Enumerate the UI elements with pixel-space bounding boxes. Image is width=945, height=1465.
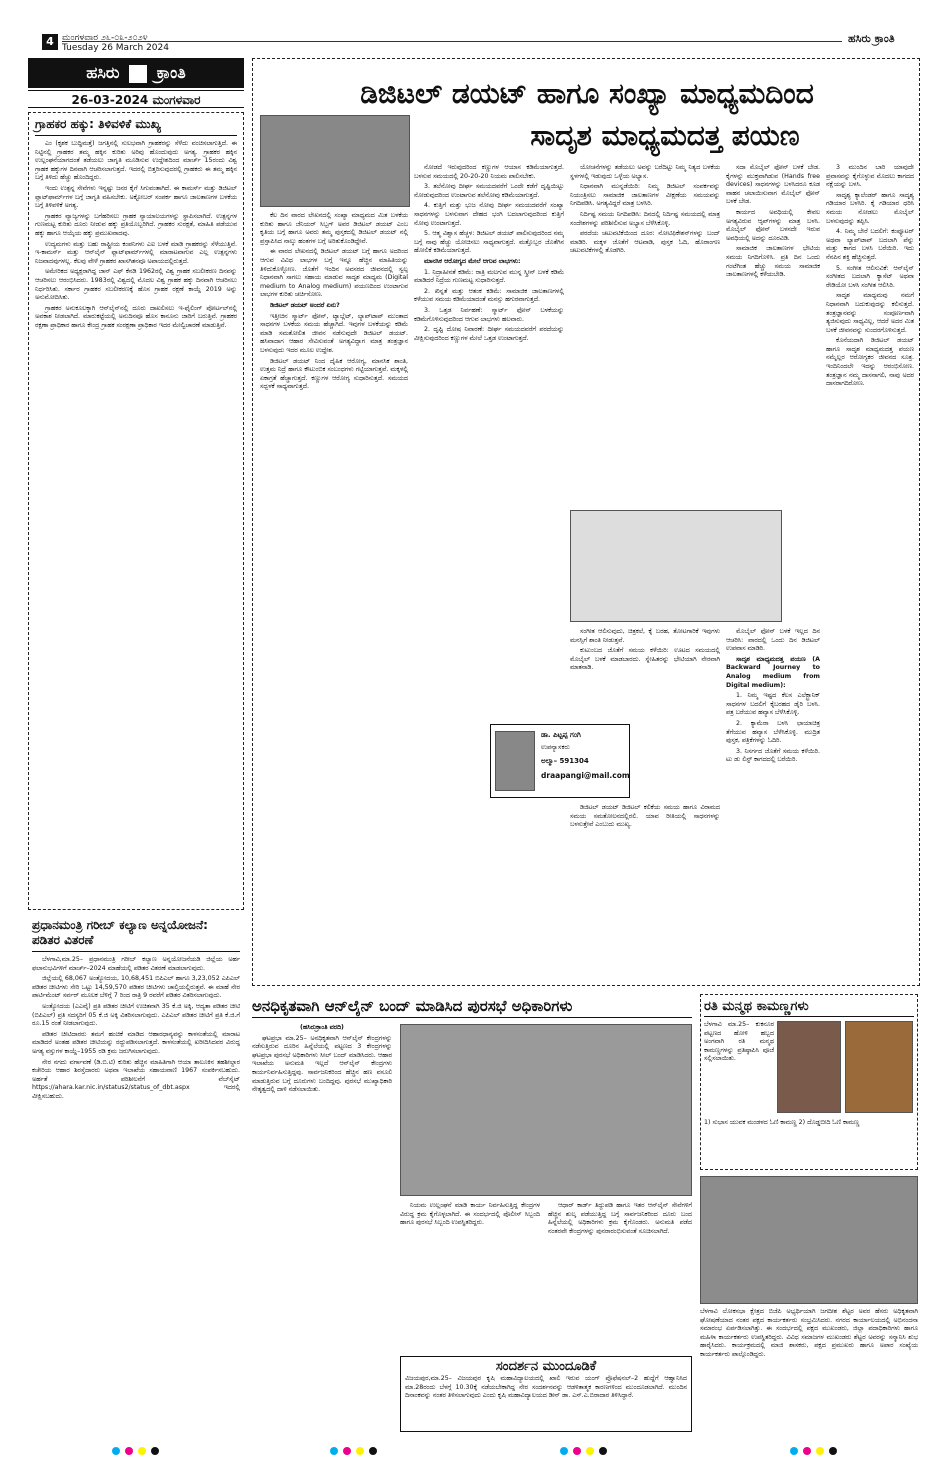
masthead-date: 26-03-2024 ಮಂಗಳವಾರ xyxy=(28,90,244,108)
editorial-box xyxy=(28,112,244,910)
masthead-name-right: ಕ್ರಾಂತಿ xyxy=(156,63,186,82)
scheme-article xyxy=(28,916,244,1436)
author-title: ಉಪನ್ಯಾಸಕರು xyxy=(541,743,570,751)
black-dot-icon xyxy=(599,1447,607,1455)
main-paragraph: 1. ನಿದ್ರಾಹೀನತೆ ಕಡಿಮೆ: ರಾತ್ರಿ ಮಲಗುವ ಮುನ್ನ ಸ್ಕ್ರೀನ್ ಬಳಕೆ ಕಡಿಮೆ ಮಾಡಿದರೆ ನಿದ್ರೆಯ ಗುಣಮಟ್ಟ ಸುಧಾರಿಸುತ್ತದೆ. xyxy=(414,268,564,285)
magenta-dot-icon xyxy=(125,1447,133,1455)
scheme-body xyxy=(32,956,240,1436)
main-paragraph: ಕೊನೆಯದಾಗಿ ಡಿಜಿಟಲ್ ಡಯಟ್ ಹಾಗೂ ಸಾದೃಶ ಮಾಧ್ಯಮದತ್ತ ಪಯಣ ನಮ್ಮೆಲ್ಲರ ಆರೋಗ್ಯಕರ ಜೀವನದ ಸೂತ್ರ. ಇಂದಿನಿಂದಲೇ ಇದನ್ನು ಆರಂಭಿಸೋಣ. ತಂತ್ರಜ್ಞಾನ ನಮ್ಮ ದಾಸನಾಗಲಿ, ನಾವು ಅದರ ದಾಸರಾಗದಿರೋಣ. xyxy=(826,337,914,388)
page-number: 4 xyxy=(42,34,58,50)
author-box xyxy=(490,724,630,798)
main-title-line1: ಡಿಜಿಟಲ್ ಡಯಟ್ ಹಾಗೂ ಸಂಖ್ಯಾ ಮಾಧ್ಯಮದಿಂದ xyxy=(360,77,814,110)
main-col-4 xyxy=(726,164,820,504)
scheme-paragraph: ನೇರ ನಗದು ವರ್ಗಾವಣೆ (ಡಿ.ಬಿ.ಟಿ) ಕುರಿತು ಹೆಚ್ಚಿನ ಮಾಹಿತಿಗಾಗಿ ಆಯಾ ತಾಲೂಕಿನ ತಹಶೀಲ್ದಾರ ಕಚೇರಿಯ ಆಹಾರ ಶಿರಸ್ತೆದಾರರು ಅಥವಾ ಇಲಾಖೆಯ ಸಹಾಯವಾಣಿ 1967 ಸಂಪರ್ಕಿಸಬಹುದು. ಅರ್ಹತೆ ಪರಿಶೀಲನೆಗೆ ವೆಬ್‌ಸೈಟ್ https://ahara.kar.nic.in/status2/status_of_dbt.aspx ಇದರಲ್ಲಿ ವೀಕ್ಷಿಸಬಹುದು. xyxy=(32,1058,240,1100)
cyan-dot-icon xyxy=(790,1447,798,1455)
main-paragraph: 5. ಸಂಗೀತ ಆಲಿಸುವಿಕೆ: ಆನ್‌ಲೈನ್ ಸಂಗೀತದ ಬದಲಾಗಿ ಕ್ಯಾಸೆಟ್ ಅಥವಾ ರೇಡಿಯೋ ಬಳಸಿ ಸಂಗೀತ ಆಲಿಸಿರಿ. xyxy=(826,264,914,289)
yellow-dot-icon xyxy=(356,1447,364,1455)
main-col-5 xyxy=(826,164,914,972)
rathi-title: ರತಿ ಮನ್ಮಥ ಕಾಮಣ್ಣಗಳು xyxy=(704,998,914,1017)
woman-laptop-photo xyxy=(260,115,410,207)
kamanna-photo-1 xyxy=(777,1021,841,1113)
cyan-dot-icon xyxy=(112,1447,120,1455)
main-subheading: ಮಾನಸಿಕ ಆರೋಗ್ಯದ ಮೇಲೆ ಆಗುವ ಲಾಭಗಳು: xyxy=(424,257,521,265)
postpone-box xyxy=(400,1356,692,1432)
author-email: draapangi@mail.com xyxy=(541,771,630,780)
header-rule xyxy=(62,41,842,42)
closure-paragraph: ಆಧಾರ್ ಕಾರ್ಡ್ ತಿದ್ದುಪಡಿ ಹಾಗೂ ಇತರ ಆನ್‌ಲೈನ್ ಸೇವೆಗಳಿಗೆ ಹೆಚ್ಚಿನ ಶುಲ್ಕ ಪಡೆಯುತ್ತಿದ್ದ ಬಗ್ಗೆ ಸಾರ್ವಜನಿಕರಿಂದ ದೂರು ಬಂದ ಹಿನ್ನೆಲೆಯಲ್ಲಿ ಅಧಿಕಾರಿಗಳು ಕ್ರಮ ಕೈಗೊಂಡರು. ಅನುಮತಿ ಪಡೆದ ನಂತರವೇ ಕೇಂದ್ರಗಳನ್ನು ಪುನರಾರಂಭಿಸುವಂತೆ ಸೂಚಿಸಲಾಗಿದೆ. xyxy=(548,1202,692,1235)
main-paragraph: ನೋಡದೆ ಇರುವುದರಿಂದ ಕಣ್ಣುಗಳ ಆಯಾಸ ಕಡಿಮೆಯಾಗುತ್ತದೆ. ಬಳಸುವ ಸಮಯದಲ್ಲಿ 20-20-20 ನಿಯಮ ಪಾಲಿಸಬೇಕು. xyxy=(414,164,564,180)
main-paragraph: 2. ದೃಷ್ಟಿ ದೋಷ ನಿವಾರಣೆ: ದೀರ್ಘ ಸಮಯದವರೆಗೆ ಪರದೆಯನ್ನು ವೀಕ್ಷಿಸುವುದರಿಂದ ಕಣ್ಣುಗಳ ಮೇಲೆ ಒತ್ತಡ ಉಂಟಾಗುತ್ತದೆ. xyxy=(414,326,564,342)
main-paragraph: 2. ಖಿನ್ನತೆ ಮತ್ತು ಆತಂಕ ಕಡಿಮೆ: ಸಾಮಾಜಿಕ ಜಾಲತಾಣಗಳಲ್ಲಿ ಕಳೆಯುವ ಸಮಯ ಕಡಿಮೆಯಾದಂತೆ ಮನಸ್ಸು ಹಗುರವಾಗುತ್ತದೆ. xyxy=(414,287,564,304)
main-paragraph: ಕಾರ್ಯದ ಅವಧಿಯಲ್ಲಿ ಕೇವಲ ಅಗತ್ಯವಿರುವ ಆ್ಯಪ್‌ಗಳನ್ನು ಮಾತ್ರ ಬಳಸಿ. ಮೊಬೈಲ್ ಫೋನ್ ಬಳಸದೇ ಇರುವ ಅವಧಿಯಲ್ಲಿ ಅದನ್ನು ದೂರವಿಡಿ. xyxy=(726,208,820,242)
yellow-dot-icon xyxy=(138,1447,146,1455)
main-paragraph: ಯೋಚನೆಗಳನ್ನು ತಡೆಯಲು ಅವನ್ನು ಬರೆದಿಟ್ಟು ನಿಮ್ಮ ನಿತ್ಯದ ಬಳಕೆಯ ಸ್ಥಳಗಳಲ್ಲಿ ಇಡುವುದು ಒಳ್ಳೆಯ ಅಭ್ಯಾಸ. xyxy=(570,164,720,180)
editorial-paragraph: ಎಂ (ಕೃಶಕ ಬುದ್ಧಿಮತ್ತೆ) ಜಗತ್ತಿನಲ್ಲಿ ಸುಲಭವಾಗಿ ಗ್ರಾಹಕರನ್ನು ಸೆಳೆದು ವಂಚಿಸಲಾಗುತ್ತಿದೆ. ಈ ನಿಟ್ಟಿನಲ್ಲಿ ಗ್ರಾಹಕರ ತಮ್ಮ ಹಕ್ಕಿನ ಕುರಿತು ಅರಿವು ಹೊಂದುವುದು ಅಗತ್ಯ. ಗ್ರಾಹಕರ ಹಕ್ಕಿನ ಉಲ್ಲಂಘನೆಯಾಗದಂತೆ ತಡೆಯಲು ಜಾಗೃತಿ ಮೂಡಿಸುವ ಉದ್ದೇಶದಿಂದ ಮಾರ್ಚ್ 15ರಂದು ವಿಶ್ವ ಗ್ರಾಹಕ ಹಕ್ಕುಗಳ ದಿನವಾಗಿ ಆಚರಿಸಲಾಗುತ್ತದೆ. ಇದರಲ್ಲಿ ಬಿತ್ತರಿಸುವುದರಲ್ಲಿ ಗ್ರಾಹಕರು ಈ ತಮ್ಮ ಹಕ್ಕಿನ ಬಗ್ಗೆ ತಿಳಿದು ಹೆಚ್ಚು ಹೊಂದಿದ್ದರು. xyxy=(35,140,237,182)
main-paragraph: 3. ತಲೆನೋವು ದೀರ್ಘ ಸಮಯದವರೆಗೆ ಒಂದೇ ಕಡೆಗೆ ದೃಷ್ಟಿಯಿಟ್ಟು ನೋಡುವುದರಿಂದ ಉಂಟಾಗುವ ತಲೆನೋವು ಕಡಿಮೆಯಾಗುತ್ತದೆ. xyxy=(414,183,564,199)
main-paragraph: ಸಾಮಾಜಿಕ ಜಾಲತಾಣಗಳ ಭೇಟಿಯ ಸಮಯ ನಿಗದಿಗೊಳಿಸಿ. ಪ್ರತಿ ದಿನ ಒಂದು ಗಂಟೆಗಿಂತ ಹೆಚ್ಚು ಸಮಯ ಸಾಮಾಜಿಕ ಜಾಲತಾಣಗಳಲ್ಲಿ ಕಳೆಯಬೇಡಿ. xyxy=(726,245,820,279)
page-header xyxy=(0,0,945,52)
felicitation-photo xyxy=(700,1176,918,1304)
rathi-caption: 1) ಸುಭಾಸ ಯುವಕ ಮಂಡಳದ ಓಣಿ ಕಾಮಣ್ಣ 2) ದೊಡ್ಡಬೀದಿ ಓಣಿ ಕಾಮಣ್ಣ xyxy=(704,1119,860,1126)
main-paragraph: ಪರದೆಯ ಚಟುವಟಿಕೆಯಿಂದ ದೂರ: ನೋಟಿಫಿಕೇಶನ್‌ಗಳನ್ನು ಬಂದ್ ಮಾಡಿರಿ. ಮಕ್ಕಳ ಜೊತೆಗೆ ಆಟವಾಡಿ, ಪುಸ್ತಕ ಓದಿ, ಹೊರಾಂಗಣ ಚಟುವಟಿಕೆಗಳಲ್ಲಿ ತೊಡಗಿರಿ. xyxy=(570,230,720,255)
kamanna-photo-2 xyxy=(845,1021,913,1113)
header-paper-name: ಹಸಿರು ಕ್ರಾಂತಿ xyxy=(848,32,895,45)
author-photo xyxy=(495,731,535,791)
cyan-dot-icon xyxy=(560,1447,568,1455)
main-paragraph: ಸಂಗೀತ ಆಲಿಸುವುದು, ಚಿತ್ರಕಲೆ, ಕೈ ಬರಹ, ತೋಟಗಾರಿಕೆ ಇವುಗಳು ಮನಸ್ಸಿಗೆ ಶಾಂತಿ ನೀಡುತ್ತವೆ. xyxy=(570,628,720,644)
main-paragraph: ನಿಧಾನವಾಗಿ ಮುನ್ನಡೆಯಿರಿ: ನಿಮ್ಮ ಡಿಜಿಟಲ್ ಸಂಪರ್ಕವನ್ನು ನಿಯಂತ್ರಿಸಲು ಸಾಮಾಜಿಕ ಜಾಲತಾಣಗಳ ವೀಕ್ಷಣೆಯ ಸಮಯವನ್ನು ನಿಗದಿಪಡಿಸಿ. ಅಗತ್ಯವಿದ್ದರೆ ಮಾತ್ರ ಬಳಸಿರಿ. xyxy=(570,183,720,208)
main-col-3b xyxy=(570,628,720,718)
editorial-paragraph: ಉದ್ಯಮಗಳು ಮತ್ತು ಬಹು ರಾಷ್ಟ್ರೀಯ ಕಂಪನಿಗಳು ಎಐ ಬಳಕೆ ಮಾಡಿ ಗ್ರಾಹಕರನ್ನು ಸೆಳೆಯುತ್ತಿವೆ. ಇ-ಕಾಮರ್ಸ್ ಮತ್ತು ಆನ್‌ಲೈನ್ ಫ್ಲಾಟ್‌ಫಾರ್ಮ್‌ಗಳಲ್ಲಿ ಮಾರಾಟವಾಗುವ ಎಲ್ಲ ಉತ್ಪನ್ನಗಳು ನಿಜವಾದವುಗಳಲ್ಲ. ಕೆಲವು ವೇಳೆ ಗ್ರಾಹಕರ ಖಾಸಗಿತನವೂ ಅಪಾಯದಲ್ಲಿರುತ್ತದೆ. xyxy=(35,240,237,265)
main-col-4b xyxy=(726,628,820,972)
black-dot-icon xyxy=(829,1447,837,1455)
register-marks-center-left xyxy=(330,1440,390,1450)
main-col-3 xyxy=(570,164,720,504)
closure-col-2 xyxy=(400,1202,540,1352)
main-paragraph: 4. ನಿಮ್ಮ ಬೇರೆ ಬದಲಿಗೆ: ಕಂಪ್ಯೂಟರ್ ಅಥವಾ ಲ್ಯಾಪ್‌ಟಾಪ್ ಬದಲಾಗಿ ಪೆನ್ನು ಮತ್ತು ಕಾಗದ ಬಳಸಿ ಬರೆಯಿರಿ. ಇದು ನೆನಪಿನ ಶಕ್ತಿ ಹೆಚ್ಚಿಸುತ್ತದೆ. xyxy=(826,228,914,261)
main-col-1 xyxy=(260,212,408,972)
scheme-paragraph: ಪಡಿತರ ಚೀಟಿದಾರರು ತಮಗೆ ಹಂಚಿಕೆ ಮಾಡಿದ ಆಹಾರಧಾನ್ಯವನ್ನು ಕಾಳಸಂತೆಯಲ್ಲಿ ಮಾರಾಟ ಮಾಡಿದರೆ ಅಂತಹ ಪಡಿತರ ಚೀಟಿಯನ್ನು ರದ್ದುಪಡಿಸಲಾಗುತ್ತದೆ. ಕಾಳಸಂತೆಯಲ್ಲಿ ಖರೀದಿಸಿದವರ ವಿರುದ್ಧ ಅಗತ್ಯ ವಸ್ತುಗಳ ಕಾಯ್ದೆ–1955 ರಡಿ ಕ್ರಮ ಜರುಗಿಸಲಾಗುವುದು. xyxy=(32,1030,240,1055)
main-paragraph: 4. ಕುತ್ತಿಗೆ ಮತ್ತು ಭುಜ ನೋವು ದೀರ್ಘ ಸಮಯದವರೆಗೆ ಸಂಖ್ಯಾ ಸಾಧನಗಳನ್ನು ಬಳಸುವಾಗ ದೇಹದ ಭಂಗಿ ಬದಲಾಗುವುದರಿಂದ ಕುತ್ತಿಗೆ ನೋವು ಉಂಟಾಗುತ್ತದೆ. xyxy=(414,202,564,227)
author-phone: ಅಲ್ಮಾ– 591304 xyxy=(541,757,589,765)
rathi-box xyxy=(700,994,918,1170)
editorial-body xyxy=(35,140,237,910)
main-paragraph: 2. ಕ್ಯಾಮೆರಾ ಬಳಸಿ ಛಾಯಾಚಿತ್ರ ತೆಗೆಯುವ ಹವ್ಯಾಸ ಬೆಳೆಸಿಕೊಳ್ಳಿ. ಮುದ್ರಿತ ಪುಸ್ತಕ, ಪತ್ರಿಕೆಗಳನ್ನು ಓದಿರಿ. xyxy=(726,719,820,745)
editorial-title: ಗ್ರಾಹಕರ ಹಕ್ಕು: ತಿಳಿವಳಿಕೆ ಮುಖ್ಯ xyxy=(35,117,237,136)
masthead-logo-icon xyxy=(129,65,147,83)
rathi-body: ಬೆಳಗಾವಿ ಮಾ.25– ಕುಕನೂರ ಪಟ್ಟಣದ ಹೋಳಿ ಹಬ್ಬದ ಅಂಗವಾಗಿ ರತಿ ಮನ್ಮಥ ಕಾಮಣ್ಣಗಳನ್ನು ಪ್ರತಿಷ್ಠಾಪಿಸಿ ಪೂಜೆ ಸಲ್ಲಿಸಲಾಯಿತು. xyxy=(704,1021,774,1063)
main-paragraph: ಸಾದೃಶ್ಯ ಕ್ಯಾಲೆಂಡರ್ ಹಾಗೂ ಸಾದೃಶ್ಯ ಗಡಿಯಾರ ಬಳಸಿರಿ. ಕೈ ಗಡಿಯಾರ ಧರಿಸಿ ಸಮಯ ನೋಡಲು ಮೊಬೈಲ್ ಬಳಸುವುದನ್ನು ತಪ್ಪಿಸಿ. xyxy=(826,191,914,225)
masthead xyxy=(28,58,244,88)
main-paragraph: ಕೆಲ ದಿನ ವಾರದ ಲೇಖನದಲ್ಲಿ ಸಂಖ್ಯಾ ಮಾಧ್ಯಮದ ಮಿತ ಬಳಕೆಯ ಕುರಿತು ಹಾಗೂ ಜೆನಿಯರ್ ಸಿಬ್ಬಗ್ ಅವರ ಡಿಜಿಟಲ್ ಡಯಟ್ ಎಂಬ ಕೃತಿಯ ಬಗ್ಗೆ ಹಾಗೂ ಅವರು ತಮ್ಮ ಪುಸ್ತಕದಲ್ಲಿ ಡಿಜಿಟಲ್ ಡಯಟ್ ನಲ್ಲಿ ಪ್ರಸ್ತಾಪಿಸಿದ ನಾಲ್ಕು ಹಂತಗಳ ಬಗ್ಗೆ ಅರಿತುಕೊಂಡಿದ್ದೇವೆ. xyxy=(260,212,408,245)
closure-col-1 xyxy=(252,1024,392,1434)
black-dot-icon xyxy=(369,1447,377,1455)
closure-paragraph: ನಿಯಮ ಉಲ್ಲಂಘನೆ ಮಾಡಿ ಕಾರ್ಯ ನಿರ್ವಹಿಸುತ್ತಿದ್ದ ಕೇಂದ್ರಗಳ ವಿರುದ್ಧ ಕ್ರಮ ಕೈಗೊಳ್ಳಲಾಗಿದೆ. ಈ ಸಂದರ್ಭದಲ್ಲಿ ಪೊಲೀಸ್ ಸಿಬ್ಬಂದಿ ಹಾಗೂ ಪುರಸಭೆ ಸಿಬ್ಬಂದಿ ಉಪಸ್ಥಿತರಿದ್ದರು. xyxy=(400,1202,540,1227)
register-marks-left xyxy=(112,1440,172,1450)
magenta-dot-icon xyxy=(803,1447,811,1455)
main-paragraph: ಈ ವಾರದ ಲೇಖನದಲ್ಲಿ ಡಿಜಿಟಲ್ ಡಯಟ್ ಬಗ್ಗೆ ಹಾಗೂ ಅದರಿಂದ ಆಗುವ ವಿವಿಧ ಲಾಭಗಳ ಬಗ್ಗೆ ಇನ್ನೂ ಹೆಚ್ಚಿನ ಮಾಹಿತಿಯನ್ನು ತಿಳಿದುಕೊಳ್ಳೋಣ. ಜೊತೆಗೆ ಇಂದಿನ ಅವಸರದ ಜೀವನದಲ್ಲಿ ಸ್ವಲ್ಪ ನಿಧಾನವಾಗಿ ಸಾಗಲು ಸಹಾಯ ಮಾಡುವ ಸಾದೃಶ ಮಾಧ್ಯಮ (Digital medium to Analog medium) ಪಯಣದಿಂದ ಉಂಟಾಗುವ ಲಾಭಗಳ ಕುರಿತು ಚರ್ಚಿಸೋಣ. xyxy=(260,248,408,299)
main-paragraph: ಡಿಜಿಟಲ್ ಡಯಟ್ ಡಿಜಿಟಲ್ ಕಲಿಕೆಯ ಸಮಯ ಹಾಗೂ ವಿರಾಮದ ಸಮಯ ಸಮತೋಲನದಲ್ಲಿರಲಿ. ಯಾವ ರೀತಿಯಲ್ಲಿ ಸಾಧನಗಳನ್ನು ಬಳಸುತ್ತೇವೆ ಎಂಬುದು ಮುಖ್ಯ. xyxy=(570,804,720,829)
main-paragraph: 5. ಆತ್ಮ ವಿಶ್ವಾಸ ಹೆಚ್ಚಳ: ಡಿಜಿಟಲ್ ಡಯಟ್ ಪಾಲಿಸುವುದರಿಂದ ನಮ್ಮ ಬಗ್ಗೆ ನಾವು ಹೆಚ್ಚು ಯೋಚಿಸಲು ಸಾಧ್ಯವಾಗುತ್ತದೆ. ಮತ್ತೊಬ್ಬರ ಜೊತೆಗಿನ ಹೋಲಿಕೆ ಕಡಿಮೆಯಾಗುತ್ತದೆ. xyxy=(414,230,564,255)
main-paragraph: ಸದಾ ಮೊಬೈಲ್ ಫೋನ್ ಬಳಕೆ ಬೇಡ. ಕೈಗಳನ್ನು ಮುಕ್ತವಾಗಿಡುವ (Hands free devices) ಸಾಧನಗಳನ್ನು ಬಳಸಿದರೂ ಕೂಡ ವಾಹನ ಚಲಾಯಿಸುವಾಗ ಮೊಬೈಲ್ ಫೋನ್ ಬಳಕೆ ಬೇಡ. xyxy=(726,164,820,206)
register-marks-right xyxy=(790,1440,850,1450)
main-paragraph: ಸಾದೃಶ ಮಾಧ್ಯಮವು ನಮಗೆ ನಿಧಾನವಾಗಿ ಬದುಕುವುದನ್ನು ಕಲಿಸುತ್ತದೆ. ತಂತ್ರಜ್ಞಾನವನ್ನು ಸಂಪೂರ್ಣವಾಗಿ ತ್ಯಜಿಸುವುದು ಸಾಧ್ಯವಿಲ್ಲ, ಆದರೆ ಅದರ ಮಿತ ಬಳಕೆ ಜೀವನವನ್ನು ಸುಂದರಗೊಳಿಸುತ್ತದೆ. xyxy=(826,292,914,334)
main-col-2 xyxy=(414,164,564,972)
yellow-dot-icon xyxy=(586,1447,594,1455)
main-paragraph: ಕುಟುಂಬದ ಜೊತೆಗೆ ಸಮಯ ಕಳೆಯಿರಿ: ಊಟದ ಸಮಯದಲ್ಲಿ ಮೊಬೈಲ್ ಬಳಕೆ ಮಾಡಬಾರದು. ಸ್ನೇಹಿತರನ್ನು ಭೇಟಿಯಾಗಿ ನೇರವಾಗಿ ಮಾತನಾಡಿ. xyxy=(570,647,720,672)
main-subheading: ಸಾದೃಶ ಮಾಧ್ಯಮದತ್ತ ಪಯಣ (A Backward Journey to Analog medium from Digital medium): xyxy=(726,655,820,689)
scheme-paragraph: ಬೆಳಗಾವಿ,ಮಾ.25– ಪ್ರಧಾನಮಂತ್ರಿ ಗರೀಬ್ ಕಲ್ಯಾಣ ಅನ್ನಯೋಜನೆಯಡಿ ಜಿಲ್ಲೆಯ ಅರ್ಹ ಫಲಾನುಭವಿಗಳಿಗೆ ಮಾರ್ಚ್–2024 ಮಾಹೆಯಲ್ಲಿ ಪಡಿತರ ವಿತರಣೆ ಮಾಡಲಾಗುವುದು. xyxy=(32,956,240,972)
main-paragraph: ಡಿಜಿಟಲ್ ಡಯಟ್ ನಿಂದ ದೈಹಿಕ ಆರೋಗ್ಯ, ಮಾನಸಿಕ ಶಾಂತಿ, ಉತ್ತಮ ನಿದ್ರೆ ಹಾಗೂ ಕೌಟುಂಬಿಕ ಸಂಬಂಧಗಳು ಗಟ್ಟಿಯಾಗುತ್ತವೆ. ಮಕ್ಕಳಲ್ಲಿ ಏಕಾಗ್ರತೆ ಹೆಚ್ಚಾಗುತ್ತದೆ. ಕಣ್ಣುಗಳ ಆರೋಗ್ಯ ಸುಧಾರಿಸುತ್ತದೆ. ಸಮಯದ ಸದ್ಬಳಕೆ ಸಾಧ್ಯವಾಗುತ್ತದೆ. xyxy=(260,357,408,391)
author-name: ಡಾ. ಪಿಟ್ಟಪ್ಪ ಗಂಗಿ xyxy=(541,731,581,739)
main-subheading: ಡಿಜಿಟಲ್ ಡಯಟ್ ಅಂದರೆ ಏನು? xyxy=(270,301,340,309)
main-col-3c xyxy=(570,804,720,972)
main-paragraph: ಮೊಬೈಲ್ ಫೋನ್ ಬಳಕೆ ಇಲ್ಲದ ದಿನ ಆಚರಿಸಿ: ವಾರದಲ್ಲಿ ಒಂದು ದಿನ ಡಿಜಿಟಲ್ ಉಪವಾಸ ಮಾಡಿರಿ. xyxy=(726,628,820,653)
closure-title: ಅನಧಿಕೃತವಾಗಿ ಆನ್‌ಲೈನ್ ಬಂದ್ ಮಾಡಿಸಿದ ಪುರಸಭೆ ಅಧಿಕಾರಿಗಳು xyxy=(252,994,692,1018)
cyan-dot-icon xyxy=(330,1447,338,1455)
main-paragraph: 3. ಒತ್ತಡ ನಿರ್ವಹಣೆ: ಸ್ಮಾರ್ಟ್ ಫೋನ್ ಬಳಕೆಯನ್ನು ಕಡಿಮೆಗೊಳಿಸುವುದರಿಂದ ಆಗುವ ಲಾಭಗಳು ಹಲವಾರು. xyxy=(414,306,564,323)
editorial-paragraph: ಗ್ರಾಹಕರ ವ್ಯಾಜ್ಯಗಳನ್ನು ಬಗೆಹರಿಸಲು ಗ್ರಾಹಕ ನ್ಯಾಯಾಲಯಗಳನ್ನು ಸ್ಥಾಪಿಸಲಾಗಿದೆ. ಉತ್ಪನ್ನಗಳ ಗುಣಮಟ್ಟ ಕುರಿತು ದೂರು ನೀಡುವ ಹಕ್ಕು ಪ್ರತಿಯೊಬ್ಬರಿಗಿದೆ. ಗ್ರಾಹಕರ ಸುರಕ್ಷತೆ, ಮಾಹಿತಿ ಪಡೆಯುವ ಹಕ್ಕು ಹಾಗೂ ಆಯ್ಕೆಯ ಹಕ್ಕು ಪ್ರಮುಖವಾದವು. xyxy=(35,212,237,237)
editorial-paragraph: ಅಮೇರಿಕದ ಅಧ್ಯಕ್ಷರಾಗಿದ್ದ ಜಾನ್ ಎಫ್ ಕೆನಡಿ 1962ರಲ್ಲಿ ವಿಶ್ವ ಗ್ರಾಹಕ ಸಬಲೀಕರಣ ದಿನವನ್ನು ಆಚರಿಸಲು ಆರಂಭಿಸಿದರು. 1983ರಲ್ಲಿ ವಿಶ್ವದಲ್ಲಿ ಮೊದಲ ವಿಶ್ವ ಗ್ರಾಹಕ ಹಕ್ಕು ದಿನವಾಗಿ ಆಚರಿಸಲು ನಿರ್ಧರಿಸಿತು. ಸರ್ಕಾರ ಗ್ರಾಹಕರ ಸಬಲೀಕರಣಕ್ಕೆ ಹೊಸ ಗ್ರಾಹಕ ರಕ್ಷಣೆ ಕಾಯ್ದೆ 2019 ಅನ್ನು ಅನುಮೋದಿಸಿತು. xyxy=(35,268,237,302)
magenta-dot-icon xyxy=(343,1447,351,1455)
main-paragraph: 3. ನಿಸರ್ಗದ ಜೊತೆಗೆ ಸಮಯ ಕಳೆಯಿರಿ. ಟು ಡು ಲಿಸ್ಟ್ ಕಾಗದದಲ್ಲಿ ಬರೆಯಿರಿ. xyxy=(726,747,820,764)
closure-dateline: (ಹಸಿರುಕ್ರಾಂತಿ ವರದಿ) xyxy=(300,1024,344,1031)
closure-paragraph: ಘಟಪ್ರಭಾ ಮಾ.25– ಅನಧಿಕೃತವಾಗಿ ಆನ್‌ಲೈನ್ ಕೇಂದ್ರಗಳನ್ನು ನಡೆಸುತ್ತಿರುವ ದೂರಿನ ಹಿನ್ನೆಲೆಯಲ್ಲಿ ಪಟ್ಟಣದ 3 ಕೇಂದ್ರಗಳನ್ನು ಘಟಪ್ರಭಾ ಪುರಸಭೆ ಅಧಿಕಾರಿಗಳು ಸೀಲ್ ಬಂದ್ ಮಾಡಿಸಿದರು. ಆಹಾರ ಇಲಾಖೆಯ ಅನುಮತಿ ಇಲ್ಲದೆ ಆನ್‌ಲೈನ್ ಕೇಂದ್ರಗಳು ಕಾರ್ಯನಿರ್ವಹಿಸುತ್ತಿದ್ದವು. ಸಾರ್ವಜನಿಕರಿಂದ ಹೆಚ್ಚಿನ ಹಣ ವಸೂಲಿ ಮಾಡುತ್ತಿರುವ ಬಗ್ಗೆ ದೂರುಗಳು ಬಂದಿದ್ದವು. ಪುರಸಭೆ ಮುಖ್ಯಾಧಿಕಾರಿ ನೇತೃತ್ವದಲ್ಲಿ ದಾಳಿ ನಡೆಸಲಾಯಿತು. xyxy=(252,1034,392,1094)
scheme-paragraph: ಅಂತ್ಯೋದಯ (ಎಎವೈ) ಪ್ರತಿ ಪಡಿತರ ಚೀಟಿಗೆ ಉಚಿತವಾಗಿ 35 ಕೆ.ಜಿ ಅಕ್ಕಿ, ಆದ್ಯತಾ ಪಡಿತರ ಚೀಟಿ (ಬಿಪಿಎಲ್) ಪ್ರತಿ ಸದಸ್ಯರಿಗೆ 05 ಕೆ.ಜಿ ಅಕ್ಕಿ ವಿತರಿಸಲಾಗುವುದು. ಎಪಿಎಲ್ ಪಡಿತರ ಚೀಟಿಗೆ ಪ್ರತಿ ಕೆ.ಜಿ.ಗೆ ರೂ.15 ರಂತೆ ನೀಡಲಾಗುವುದು. xyxy=(32,1002,240,1028)
sealed-shop-photo xyxy=(400,1024,692,1196)
scheme-title: ಪ್ರಧಾನಮಂತ್ರಿ ಗರೀಬ್ ಕಲ್ಯಾಣ ಅನ್ನಯೋಜನೆ: ಪಡಿತರ ವಿತರಣೆ xyxy=(32,918,240,952)
main-title-line2: ಸಾದೃಶ ಮಾಧ್ಯಮದತ್ತ ಪಯಣ xyxy=(530,119,800,152)
editorial-paragraph: ಇಂದು ಉತ್ಪನ್ನ ಸೇವೆಗಳು ಇನ್ನಷ್ಟು ಜನರ ಕೈಗೆ ಸಿಗುವಂತಾಗಿದೆ. ಈ ಕಾಮರ್ಸ್ ಮತ್ತು ಡಿಜಿಟಲ್ ಪ್ಲಾಟ್‌ಫಾರ್ಮ್‌ಗಳ ಬಗ್ಗೆ ಜಾಗೃತಿ ವಹಿಸಬೇಕು. ಅಕ್ಟೋಬರ್ ಸಂಪರ್ಕ ಹಾಗೂ ಜಾಲತಾಣಗಳ ಬಳಕೆಯ ಬಗ್ಗೆ ತಿಳಿವಳಿಕೆ ಅಗತ್ಯ. xyxy=(35,184,237,210)
scheme-paragraph: ಜಿಲ್ಲೆಯಲ್ಲಿ 68,067 ಅಂತ್ಯೋದಯ, 10,68,451 ಬಿಪಿಎಲ್ ಹಾಗೂ 3,23,052 ಎಪಿಎಲ್ ಪಡಿತರ ಚೀಟಿಗಳು ಸೇರಿ ಒಟ್ಟು 14,59,570 ಪಡಿತರ ಚೀಟಿಗಳು ಚಾಲ್ತಿಯಲ್ಲಿರುತ್ತವೆ. ಈ ಮಾಹೆ ನೇರ ಪಾರ್ಟಿಮೆಂಟ್ ಸರ್ವರ್ ಮೂಲಕ ಬೆಳಿಗ್ಗೆ 7 ರಿಂದ ರಾತ್ರಿ 9 ರವರೆಗೆ ಪಡಿತರ ವಿತರಿಸಲಾಗುವುದು. xyxy=(32,975,240,1000)
bjp-body: ಬೆಳಗಾವಿ ಲೋಕಸಭಾ ಕ್ಷೇತ್ರದ ಬಿಜೆಪಿ ಅಭ್ಯರ್ಥಿಯಾಗಿ ಜಗದೀಶ ಶೆಟ್ಟರ ಅವರ ಹೆಸರು ಅಧಿಕೃತವಾಗಿ ಘೋಷಣೆಯಾದ ನಂತರ ಪಕ್ಷದ ಕಾರ್ಯಕರ್ತರು ಸಂಭ್ರಮಿಸಿದರು. ನಗರದ ಕಾರ್ಯಾಲಯದಲ್ಲಿ ಅಭಿನಂದನಾ ಸಮಾರಂಭ ಏರ್ಪಡಿಸಲಾಗಿತ್ತು. ಈ ಸಂದರ್ಭದಲ್ಲಿ ಪಕ್ಷದ ಮುಖಂಡರು, ಜಿಲ್ಲಾ ಪದಾಧಿಕಾರಿಗಳು ಹಾಗೂ ಮಹಿಳಾ ಕಾರ್ಯಕರ್ತರು ಉಪಸ್ಥಿತರಿದ್ದರು. ವಿವಿಧ ಸಮಾಜಗಳ ಮುಖಂಡರು ಶೆಟ್ಟರ ಅವರನ್ನು ಸನ್ಮಾನಿಸಿ ಶುಭ ಹಾರೈಸಿದರು. ಕಾರ್ಯಕ್ರಮದಲ್ಲಿ ಮಾಜಿ ಶಾಸಕರು, ಪಕ್ಷದ ಪ್ರಮುಖರು ಹಾಗೂ ಅಪಾರ ಸಂಖ್ಯೆಯ ಕಾರ್ಯಕರ್ತರು ಪಾಲ್ಗೊಂಡಿದ್ದರು. xyxy=(700,1308,918,1358)
black-dot-icon xyxy=(151,1447,159,1455)
yellow-dot-icon xyxy=(816,1447,824,1455)
magenta-dot-icon xyxy=(573,1447,581,1455)
editorial-paragraph: ಗ್ರಾಹಕರ ಅನುಕೂಲಕ್ಕಾಗಿ ಆನ್‌ಲೈನ್‌ನಲ್ಲಿ ದೂರು ದಾಖಲಿಸಲು ಇ-ಫೈಲಿಂಗ್ ಪೋರ್ಟಲ್‌ನಲ್ಲಿ ಅವಕಾಶ ನೀಡಲಾಗಿದೆ. ಮಾರುಕಟ್ಟೆಯಲ್ಲಿ ಅನುದಿನವೂ ಹೊಸ ಕಾನೂನು ಜಾರಿಗೆ ಬರುತ್ತಿವೆ. ಗ್ರಾಹಕರ ರಕ್ಷಣಾ ಪ್ರಾಧಿಕಾರ ಹಾಗೂ ಕೇಂದ್ರ ಗ್ರಾಹಕ ಸಂರಕ್ಷಣಾ ಪ್ರಾಧಿಕಾರ ಇದರ ಮೇಲ್ವಿಚಾರಣೆ ಮಾಡುತ್ತಿವೆ. xyxy=(35,304,237,329)
closure-col-3 xyxy=(548,1202,692,1352)
postpone-body: ವಿಜಯಪುರ,ಮಾ.25– ವಿಜಯಪುರ ಕೃಷಿ ಮಹಾವಿದ್ಯಾಲಯದಲ್ಲಿ ಖಾಲಿ ಇರುವ ಯಂಗ್ ಪ್ರೊಫೆಷನಲ್–2 ಹುದ್ದೆಗೆ ಆಹ್ವಾನಿಸಿದ ಮಾ.28ರಂದು ಬೆಳಗ್ಗೆ 10.30ಕ್ಕೆ ನಡೆಯಬೇಕಾಗಿದ್ದ ನೇರ ಸಂದರ್ಶನವನ್ನು ಆಡಳಿತಾತ್ಮಕ ಕಾರಣಗಳಿಂದ ಮುಂದೂಡಲಾಗಿದೆ. ಮುಂದಿನ ದಿನಾಂಕವನ್ನು ನಂತರ ತಿಳಿಸಲಾಗುವುದು ಎಂದು ಕೃಷಿ ಮಹಾವಿದ್ಯಾಲಯದ ಡೀನ್ ಡಾ. ಎಸ್.ಎ.ಬಿರಾದಾರ ತಿಳಿಸಿದ್ದಾರೆ. xyxy=(405,1375,687,1400)
main-paragraph: ನಿರ್ದಿಷ್ಟ ಸಮಯ ನಿಗದಿಪಡಿಸಿ: ದಿನದಲ್ಲಿ ನಿರ್ದಿಷ್ಟ ಸಮಯದಲ್ಲಿ ಮಾತ್ರ ಸಂದೇಶಗಳನ್ನು ಪರಿಶೀಲಿಸುವ ಅಭ್ಯಾಸ ಬೆಳೆಸಿಕೊಳ್ಳಿ. xyxy=(570,210,720,227)
register-marks-center-right xyxy=(560,1440,620,1450)
postpone-title: ಸಂದರ್ಶನ ಮುಂದೂಡಿಕೆ xyxy=(495,1359,597,1374)
main-paragraph: 1. ನಿಮ್ಮ ಇಷ್ಟದ ಕೆಲಸ ಎಲೆಕ್ಟ್ರಾನಿಕ್ ಸಾಧನಗಳ ಬದಲಿಗೆ ಕೈಬರಹದ ಡೈರಿ ಬಳಸಿ. ಪತ್ರ ಬರೆಯುವ ಹವ್ಯಾಸ ಬೆಳೆಸಿಕೊಳ್ಳಿ. xyxy=(726,692,820,717)
main-paragraph: 3 ಮುಂದಿನ ಬಾರಿ ಯಾವುದೇ ಪ್ರವಾಸವನ್ನು ಕೈಗೊಳ್ಳುವ ಮೊದಲು ಕಾಗದದ ನಕ್ಷೆಯನ್ನು ಬಳಸಿ. xyxy=(826,164,914,189)
main-paragraph: ಇತ್ತೀಚಿನ ಸ್ಮಾರ್ಟ್ ಫೋನ್, ಟ್ಯಾಬ್ಲೆಟ್, ಲ್ಯಾಪ್‌ಟಾಪ್ ಮುಂತಾದ ಸಾಧನಗಳ ಬಳಕೆಯ ಸಮಯ ಹೆಚ್ಚಾಗಿದೆ. ಇವುಗಳ ಬಳಕೆಯನ್ನು ಕಡಿಮೆ ಮಾಡಿ ಸಮತೋಲಿತ ಜೀವನ ನಡೆಸುವುದೇ ಡಿಜಿಟಲ್ ಡಯಟ್. ಹಸಿವಾದಾಗ ಆಹಾರ ಸೇವಿಸುವಂತೆ ಅಗತ್ಯವಿದ್ದಾಗ ಮಾತ್ರ ತಂತ್ರಜ್ಞಾನ ಬಳಸುವುದು ಇದರ ಮೂಲ ಉದ್ದೇಶ. xyxy=(260,312,408,354)
header-date-kannada: ಮಂಗಳವಾರ ೨೬-೦೩-೨೦೨೪ xyxy=(62,33,148,43)
header-date-english: Tuesday 26 March 2024 xyxy=(62,43,169,53)
masthead-name-left: ಹಸಿರು xyxy=(86,63,120,82)
camera-film-photo xyxy=(570,510,782,622)
